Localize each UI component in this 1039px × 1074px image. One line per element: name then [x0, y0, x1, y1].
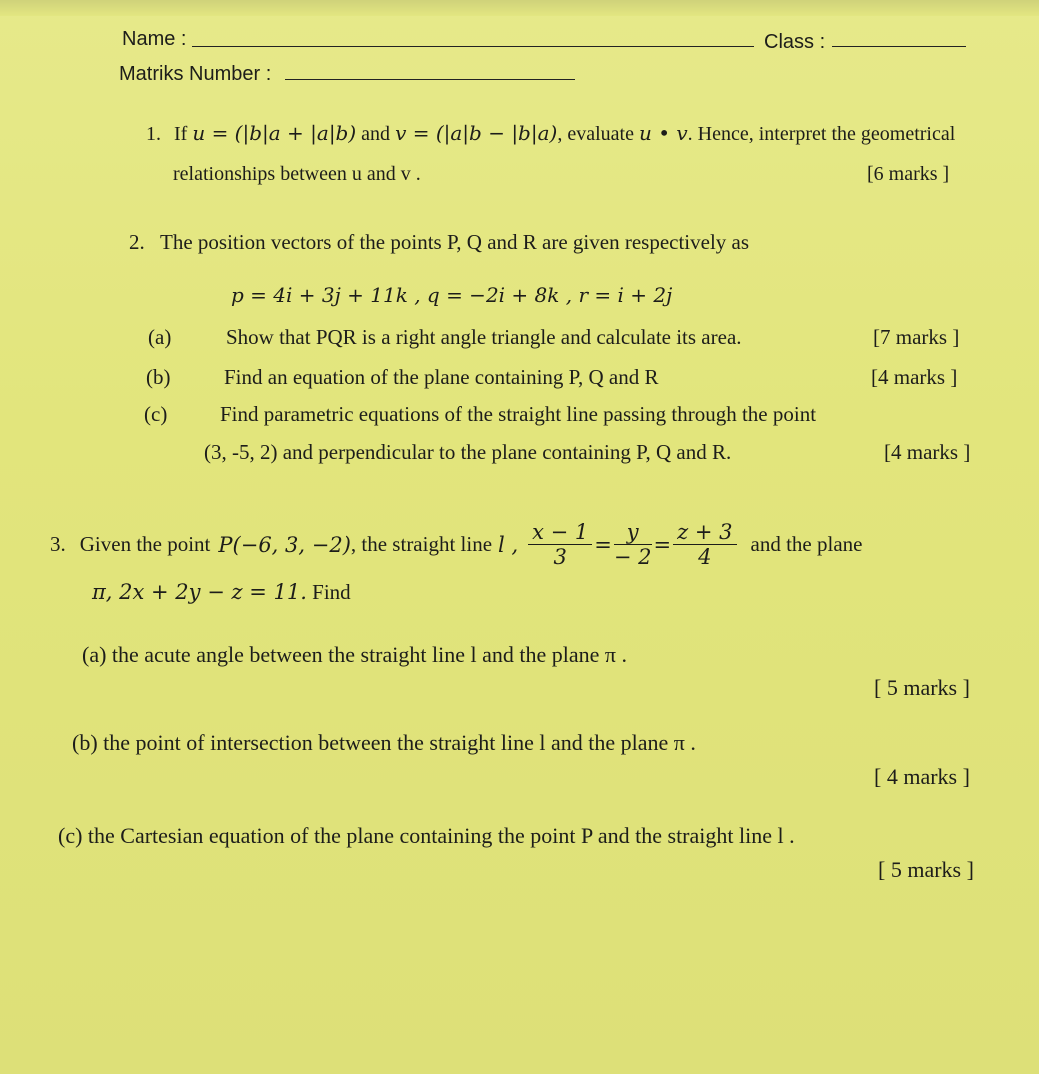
question-1-line1: [146, 121, 955, 146]
q1-and: and: [361, 123, 391, 145]
q2c-text-line2: (3, -5, 2) and perpendicular to the plane containing P, Q and R.: [204, 440, 732, 464]
class-field-line[interactable]: [832, 46, 966, 47]
q2-intro-text: The position vectors of the points P, Q and R are given respectively as: [160, 230, 750, 254]
q3a-marks: [ 5 marks ]: [874, 675, 970, 700]
q2b-label: (b): [146, 365, 171, 389]
name-label: Name :: [122, 28, 187, 50]
fraction-x: [528, 520, 592, 569]
line-l: l ,: [498, 532, 519, 557]
paper-top-edge: [0, 0, 1039, 16]
q2c-marks: [4 marks ]: [884, 440, 971, 464]
q3c-marks: [ 5 marks ]: [878, 857, 974, 882]
point-p: P(−6, 3, −2): [218, 532, 351, 557]
matriks-number-field-line[interactable]: [285, 79, 575, 80]
q2a-text: Show that PQR is a right angle triangle and calculate its area.: [226, 325, 742, 349]
question-2-intro: [129, 230, 749, 255]
q2c-label: (c): [144, 402, 168, 426]
fraction-z: [673, 520, 736, 569]
q2a-label: (a): [148, 325, 172, 349]
question-number: 2.: [129, 230, 145, 254]
u-expression: u = (|b|a + |a|b): [192, 121, 357, 145]
q3c-text: (c) the Cartesian equation of the plane containing the point P and the straight line l .: [58, 823, 795, 848]
class-label: Class :: [764, 31, 826, 53]
q3-given: Given the point: [79, 532, 211, 556]
fraction-x-numerator: x − 1: [528, 520, 592, 545]
plane-pi: π, 2x + 2y − z = 11.: [92, 580, 307, 604]
fraction-z-denominator: 4: [698, 545, 712, 569]
question-3-intro: [50, 520, 862, 569]
dot-product-expression: u • v: [638, 121, 688, 145]
name-field-line[interactable]: [192, 46, 754, 47]
q2c-text-line1: Find parametric equations of the straight line passing through the point: [220, 402, 817, 426]
q2b-text: Find an equation of the plane containing P, Q and R: [224, 365, 659, 389]
question-number: 1.: [146, 123, 161, 145]
q2a-marks: [7 marks ]: [873, 325, 960, 349]
fraction-y: [614, 520, 652, 569]
q1-marks: [6 marks ]: [867, 163, 950, 185]
q3-find: Find: [312, 580, 351, 604]
fraction-z-numerator: z + 3: [673, 520, 736, 545]
q2b-marks: [4 marks ]: [871, 365, 958, 389]
equals-sign: =: [594, 532, 612, 557]
q3-and-plane: and the plane: [750, 532, 863, 556]
v-expression: v = (|a|b − |b|a): [395, 121, 558, 145]
question-number: 3.: [50, 532, 66, 556]
q3b-marks: [ 4 marks ]: [874, 764, 970, 789]
q1-hence: . Hence, interpret the geometrical: [687, 123, 956, 145]
fraction-x-denominator: 3: [553, 545, 567, 569]
q3-straight-line: , the straight line: [350, 532, 493, 556]
matriks-number-label: Matriks Number :: [119, 63, 272, 85]
question-1-line2: relationships between u and v .: [173, 163, 421, 185]
position-vectors: p = 4i + 3j + 11k , q = −2i + 8k , r = i + 2j: [231, 283, 673, 307]
q1-if: If: [174, 123, 188, 145]
fraction-y-denominator: − 2: [613, 545, 652, 569]
q3b-text: (b) the point of intersection between the straight line l and the plane π .: [72, 730, 696, 755]
fraction-y-numerator: y: [614, 520, 652, 545]
q3-plane-line: [92, 580, 351, 605]
equals-sign: =: [653, 532, 672, 557]
q3a-text: (a) the acute angle between the straight line l and the plane π .: [82, 642, 627, 667]
q1-evaluate: , evaluate: [557, 123, 634, 145]
